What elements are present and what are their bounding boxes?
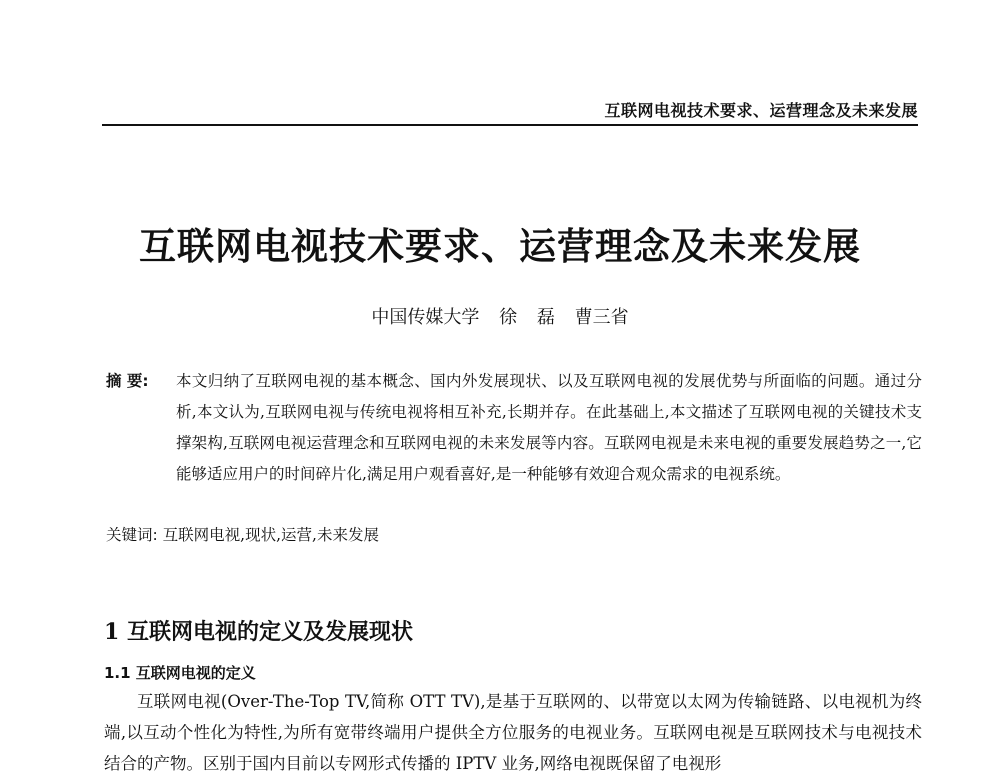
abstract xyxy=(106,366,922,490)
paper-title: 互联网电视技术要求、运营理念及未来发展 xyxy=(139,224,861,268)
subsection-heading: 1.1 互联网电视的定义 xyxy=(104,664,256,682)
keywords xyxy=(106,520,922,551)
abstract-text: 本文归纳了互联网电视的基本概念、国内外发展现状、以及互联网电视的发展优势与所面临的问题。通过分析,本文认为,互联网电视与传统电视将相互补充,长期并存。在此基础上,本文描述了互联网电视的关键技术支撑架构,互联网电视运营理念和互联网电视的未来发展等内容。互联网电视是未来电视的重要发展趋势之一,它能够适应用户的时间碎片化,满足用户观看喜好,是一种能够有效迎合观众需求的电视系统。 xyxy=(176,372,922,483)
section-heading: 1 互联网电视的定义及发展现状 xyxy=(104,619,413,645)
running-head: 互联网电视技术要求、运营理念及未来发展 xyxy=(604,101,918,120)
abstract-label: 摘 要: xyxy=(106,372,149,390)
keywords-text: 互联网电视,现状,运营,未来发展 xyxy=(162,526,379,544)
keywords-label: 关键词: xyxy=(106,526,158,544)
body-paragraph: 互联网电视(Over-The-Top TV,简称 OTT TV),是基于互联网的、以带宽以太网为传输链路、以电视机为终端,以互动个性化为特性,为所有宽带终端用户提供全方位服务的电视业务。互联网电视是互联网技术与电视技术结合的产物。区别于国内目前以专网形式传播的 IPTV 业务,网络电视既保留了电视形 xyxy=(104,692,922,773)
authors: 中国传媒大学 徐 磊 曹三省 xyxy=(371,307,629,328)
header-rule xyxy=(102,124,918,126)
